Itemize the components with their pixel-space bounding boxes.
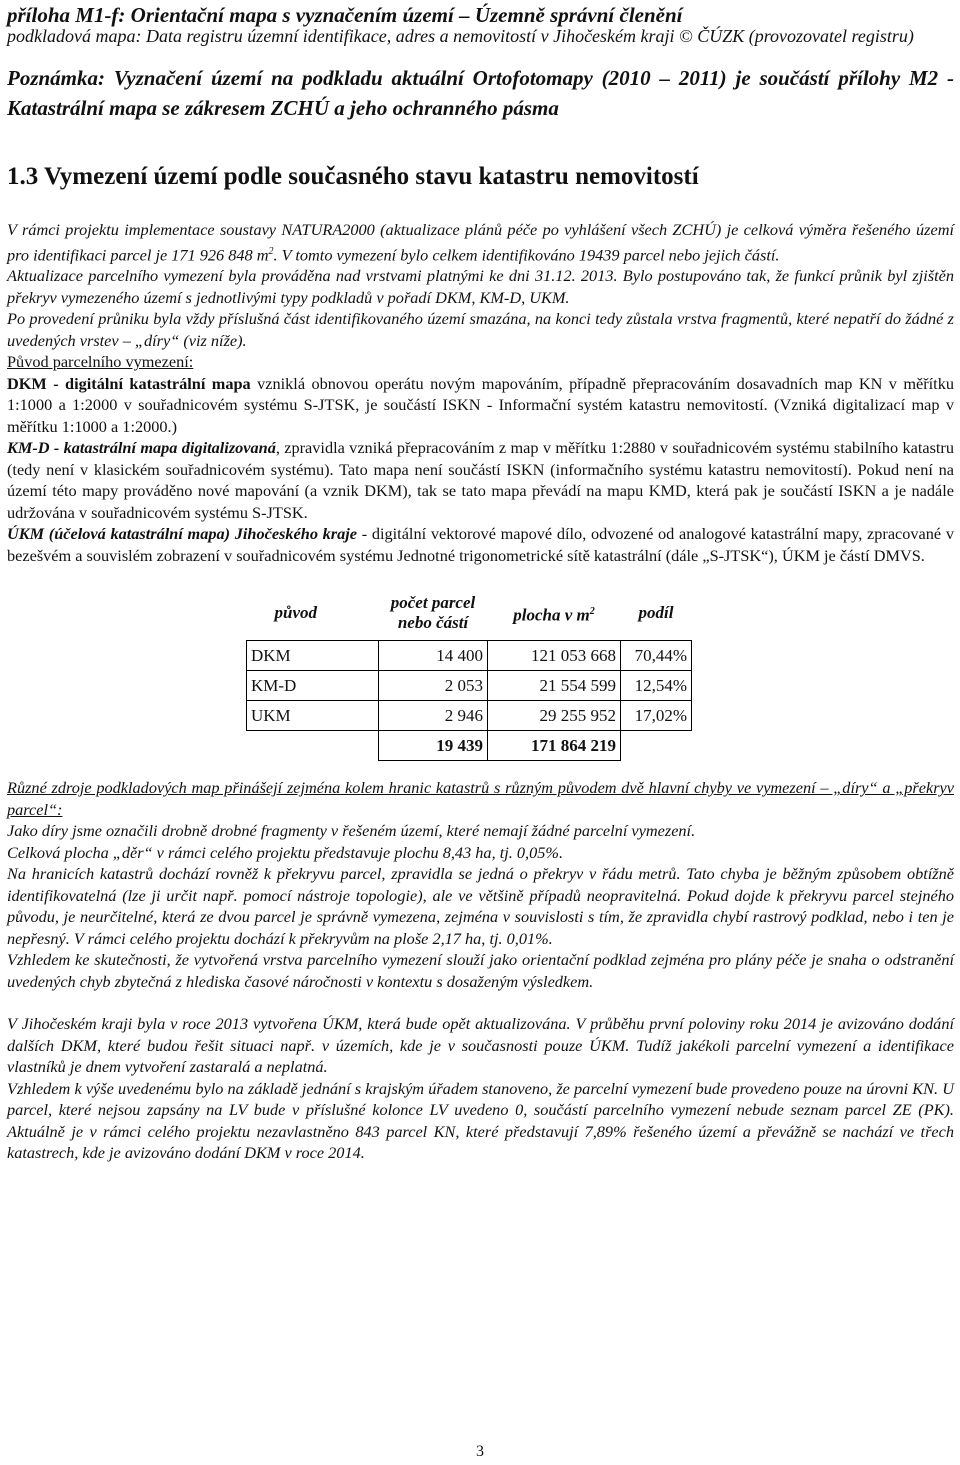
section-heading: 1.3 Vymezení území podle současného stavu katastru nemovitostí (7, 163, 699, 190)
header-share: podíl (638, 603, 674, 623)
table-total-row (247, 731, 692, 761)
paragraph-holes: Jako díry jsme označili drobně drobné fragmenty v řešeném území, které nemají žádné parcelní vymezení. (7, 821, 696, 841)
table-row: KM-D 2 053 21 554 599 12,54% (247, 671, 692, 701)
dkm-term: DKM - digitální katastrální mapa (7, 373, 251, 393)
total-count: 19 439 (379, 731, 488, 761)
errors-heading: Různé zdroje podkladových map přinášejí zejména kolem hranic katastrů s různým původem dvě hlavní chyby ve vymezení – „díry“ a „překryv parcel“: (7, 778, 954, 819)
note: Poznámka: Vyznačení území na podkladu aktuální Ortofotomapy (2010 – 2011) je součástí přílohy M2 - Katastrální mapa se zákresem ZCHÚ a jeho ochranného pásma (7, 66, 954, 120)
paragraph-conclusion: Vzhledem k výše uvedenému bylo na základě jednání s krajským úřadem stanoveno, že parcelní vymezení bude provedeno pouze na úrovni KN. U parcel, které nejsou zapsány na LV bude v příslušné kolonce LV uvedeno 0, součástí parcelního vymezení nebude seznam parcel ZE (PK). Aktuálně je v rámci celého projektu nezavlastněno 843 parcel KN, které představují 7,89% řešeného území a převážně se nachází ve třech katastrech, kde je avizováno dodání DKM v roce 2014. (7, 1078, 954, 1163)
kmd-term: KM-D - katastrální mapa digitalizovaná (7, 438, 276, 458)
paragraph-intersection: Po provedení průniku byla vždy příslušná část identifikovaného území smazána, na konci tedy zůstala vrstva fragmentů, které nepatří do žádné z uvedených vrstev – „díry“ (viz níže). (7, 309, 954, 350)
paragraph-kmd: KM-D - katastrální mapa digitalizovaná, zpravidla vzniká přepracováním z map v měřítku 1:2880 v souřadnicovém systému stabilního katastru (tedy není v klasickém souřadnicovém systému). Tato mapa není součástí ISKN (informačního systému katastru nemovitostí). Pokud není na území této mapy prováděno nové mapování (a vznik DKM), tak se tato mapa převádí na mapu KMD, která pak je součástí ISKN a je nadále udržována v souřadnicovém systému S-JTSK. (7, 438, 954, 522)
paragraph-update: Aktualizace parcelního vymezení byla prováděna nad vrstvami platnými ke dni 31.12. 2013. Bylo postupováno tak, že funkcí průnik byl zjištěn překryv vymezeného území s jednotlivými typy podkladů v pořadí DKM, KM-D, UKM. (7, 266, 954, 307)
paragraph-holes-area: Celková plocha „děr“ v rámci celého projektu představuje plochu 8,43 ha, tj. 0,05%. (7, 842, 564, 862)
table-header-row (247, 586, 692, 641)
paragraph-dkm: DKM - digitální katastrální mapa vzniklá obnovou operátu novým mapováním, případně přepracováním dosavadních map KN v měřítku 1:1000 a 1:2000 v souřadnicovém systému S-JTSK, je součástí ISKN - Informační systém katastru nemovitostí. (Vzniká digitalizací map v měřítku 1:1000 a 1:2000.) (7, 373, 954, 436)
paragraph-fact: Vzhledem ke skutečnosti, že vytvořená vrstva parcelního vymezení slouží jako orientační podklad zejména pro plány péče je snaha o odstranění uvedených chyb zbytečná z hlediska časové náročnosti v kontextu s dosaženým výsledkem. (7, 950, 954, 991)
paragraph-intro: V rámci projektu implementace soustavy NATURA2000 (aktualizace plánů péče po vyhlášení všech ZCHÚ) je celková výměra řešeného území pro identifikaci parcel je 171 926 848 $m^2$. V tomto vymezení bylo celkem identifikováno 19439 parcel nebo jejich částí. (7, 220, 954, 264)
header-count: počet parcel nebo částí (390, 593, 476, 633)
table-row: UKM 2 946 29 255 952 17,02% (247, 701, 692, 731)
paragraph-ukm-region: V Jihočeském kraji byla v roce 2013 vytvořena ÚKM, která bude opět aktualizována. V průběhu první poloviny roku 2014 je avizováno dodání dalších DKM, které budou řešit situaci např. v územích, kde je v současnosti pouze ÚKM. Tudíž jakékoli parcelní vymezení a identifikace vlastníků je dnem vytvoření zastaralá a neplatná. (7, 1014, 954, 1077)
page-number: 3 (476, 1443, 484, 1460)
table-row: DKM 14 400 121 053 668 70,44% (247, 641, 692, 671)
attachment-subtitle: podkladová mapa: Data registru územní identifikace, adres a nemovitostí v Jihočeském kraji © ČÚZK (provozovatel registru) (7, 26, 914, 46)
attachment-title: příloha M1-f: Orientační mapa s vyznačením území – Územně správní členění (7, 3, 683, 27)
ukm-term: ÚKM (účelová katastrální mapa) Jihočeského kraje (7, 524, 358, 544)
paragraph-ukm: ÚKM (účelová katastrální mapa) Jihočeského kraje - digitální vektorové mapové dílo, odvozené od analogové katastrální mapy, zpracované v bezešvém a souvislém zobrazení v souřadnicovém systému Jednotné trigonometrické sítě katastrální (dále „S-JTSK“), ÚKM je částí DMVS. (7, 524, 954, 565)
header-origin: původ (274, 603, 317, 623)
total-area: 171 864 219 (488, 731, 621, 761)
paragraph-overlap: Na hranicích katastrů dochází rovněž k překryvu parcel, zpravidla se jedná o překryv v řádu metrů. Tato chyba je běžným způsobem obtížně identifikovatelná (lze ji určit např. pomocí nástroje topologie), ale ve většině případů neopravitelná. Pokud dojde k překryvu parcel stejného původu, je neurčitelné, která ze dvou parcel je správně vymezena, zejména v souvislosti s tím, že zpravidla chybí rastrový podklad, nebo i ten je nepřesný. V rámci celého projektu dochází k překryvům na ploše 2,17 ha, tj. 0,01%. (7, 864, 954, 948)
header-area: plocha v $m^2$ (513, 605, 595, 625)
origin-heading: Původ parcelního vymezení: (7, 352, 194, 372)
parcel-table (246, 586, 692, 761)
